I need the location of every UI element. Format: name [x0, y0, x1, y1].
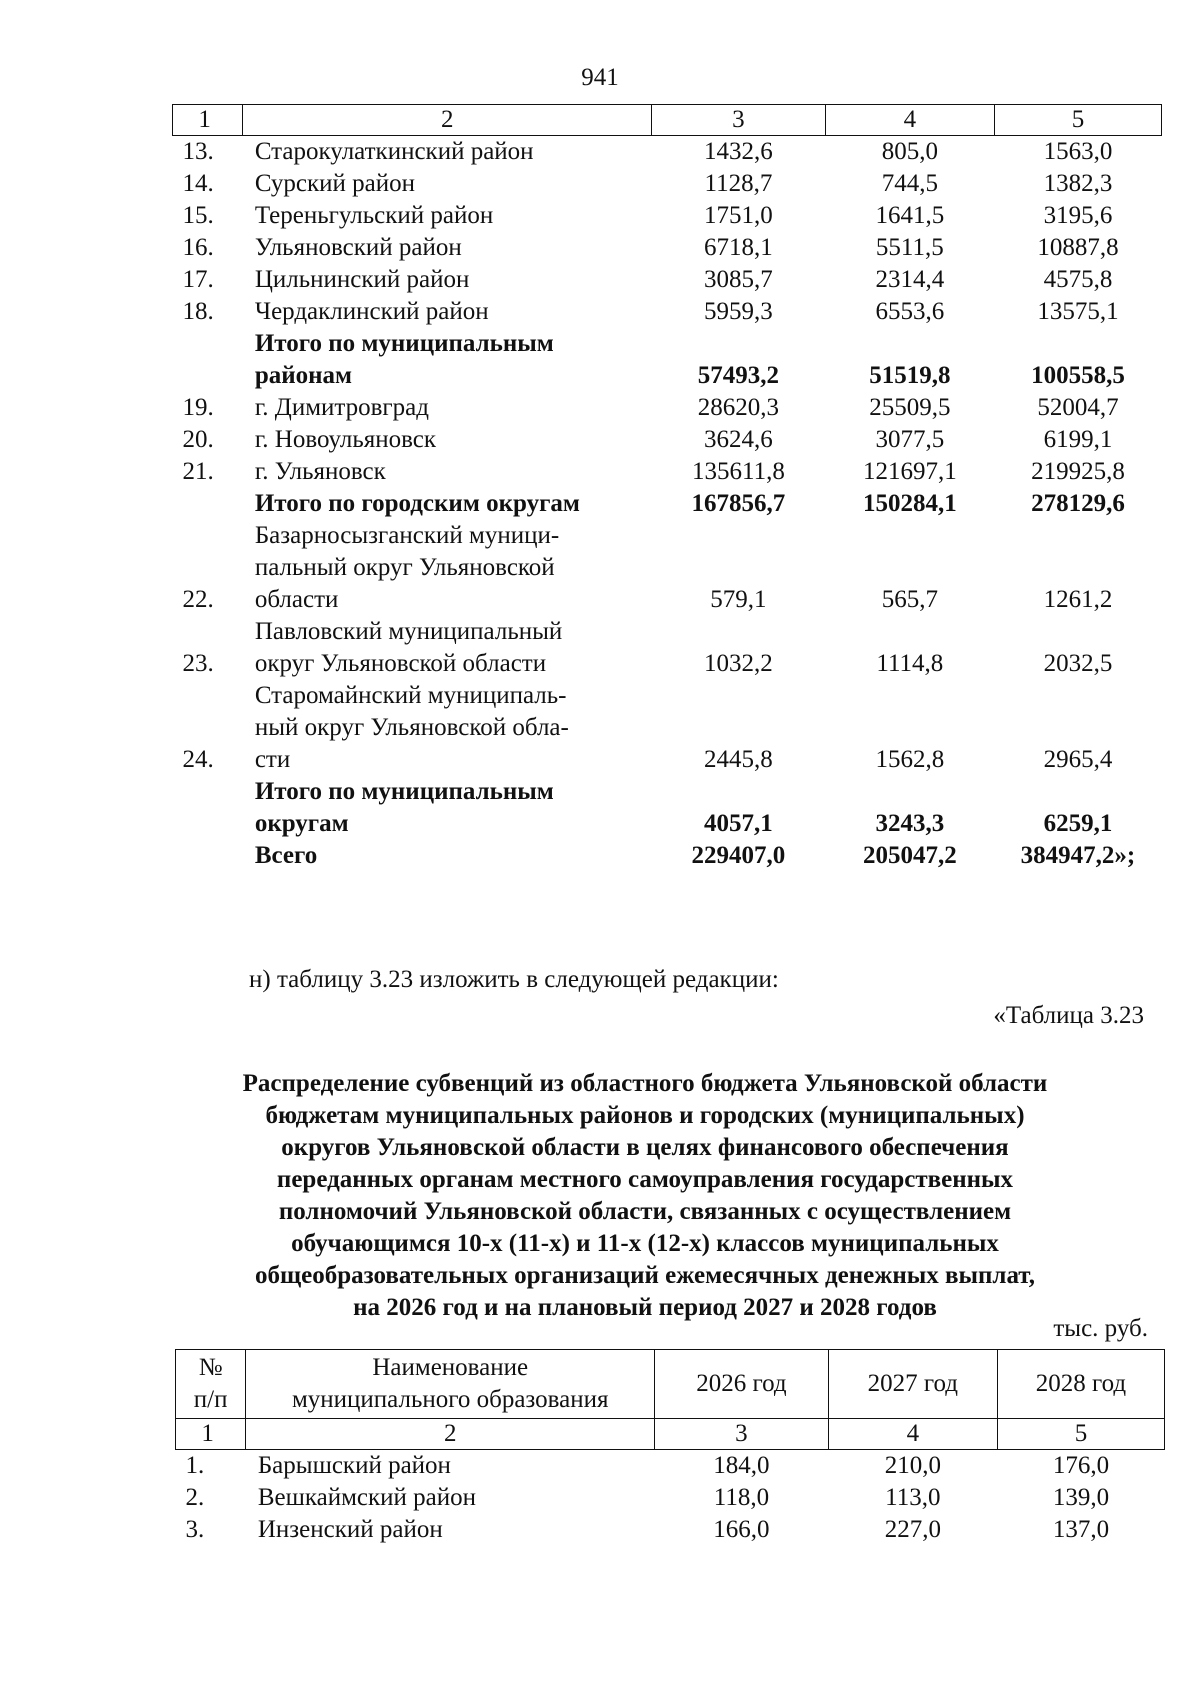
title-line: на 2026 год и на плановый период 2027 и 2028 годов — [353, 1294, 937, 1321]
col-index-2: 2 — [246, 1419, 655, 1450]
table-row — [173, 296, 1162, 328]
municipality-name — [243, 424, 652, 456]
value-col-3: 28620,3 — [697, 394, 780, 421]
name-line: г. Ульяновск — [254, 458, 386, 485]
value-col-3: 579,1 — [710, 586, 767, 613]
municipality-name — [243, 488, 652, 520]
municipality-name — [243, 616, 652, 680]
value-col-5: 139,0 — [1052, 1484, 1110, 1511]
title-line: обучающимся 10-х (11-х) и 11-х (12-х) классов муниципальных — [291, 1230, 999, 1257]
municipality-name — [246, 1514, 655, 1546]
name-line: Вешкаймский район — [257, 1484, 477, 1511]
value-col-3: 3085,7 — [704, 266, 773, 293]
name-line: области — [254, 586, 339, 613]
table-row — [176, 1482, 1165, 1514]
col-index-5: 5 — [997, 1419, 1164, 1450]
value-col-5: 1261,2 — [1043, 586, 1113, 613]
municipality-name — [243, 168, 652, 200]
name-line: г. Димитровград — [254, 394, 429, 421]
name-line: Павловский муниципальный — [254, 618, 563, 645]
name-line: Сурский район — [254, 170, 415, 197]
value-col-4: 1562,8 — [875, 746, 945, 773]
value-col-5: 176,0 — [1052, 1452, 1110, 1479]
value-col-3: 5959,3 — [704, 298, 773, 325]
row-number: 2. — [185, 1484, 205, 1511]
row-number: 19. — [182, 394, 214, 421]
name-line: Итого по городским округам — [254, 490, 580, 517]
municipality-name — [243, 296, 652, 328]
value-col-4: 3077,5 — [875, 426, 945, 453]
value-col-5: 384947,2»; — [1020, 842, 1136, 869]
value-col-3: 166,0 — [713, 1516, 770, 1543]
municipality-name — [243, 328, 652, 392]
subvention-table — [175, 1349, 1165, 1546]
col-index-1: 1 — [176, 1419, 246, 1450]
value-col-4: 210,0 — [884, 1452, 941, 1479]
value-col-5: 13575,1 — [1037, 298, 1119, 325]
table-row — [176, 1514, 1165, 1546]
header-number-line: п/п — [193, 1386, 228, 1413]
title-line: бюджетам муниципальных районов и городских (муниципальных) — [265, 1102, 1025, 1129]
municipality-name — [243, 680, 652, 776]
table-row — [173, 424, 1162, 456]
row-number: 24. — [182, 746, 214, 773]
value-col-4: 565,7 — [881, 586, 938, 613]
municipality-name — [243, 776, 652, 840]
col-index-2: 2 — [243, 105, 652, 136]
row-number: 18. — [182, 298, 214, 325]
value-col-4: 805,0 — [881, 138, 938, 165]
row-number: 1. — [185, 1452, 205, 1479]
header-name-line: муниципального образования — [291, 1386, 609, 1413]
name-line: Итого по муниципальным — [254, 330, 554, 357]
value-col-5: 6259,1 — [1043, 810, 1113, 837]
value-col-3: 167856,7 — [691, 490, 786, 517]
name-line: Инзенский район — [257, 1516, 443, 1543]
value-col-3: 57493,2 — [697, 362, 780, 389]
col-index-3: 3 — [652, 105, 826, 136]
value-col-4: 744,5 — [881, 170, 938, 197]
name-line: Старокулаткинский район — [254, 138, 534, 165]
row-number: 16. — [182, 234, 214, 261]
value-col-3: 4057,1 — [704, 810, 773, 837]
table-row — [173, 776, 1162, 840]
row-number: 14. — [182, 170, 214, 197]
allocation-table-continued — [172, 104, 1162, 872]
row-number: 3. — [185, 1516, 205, 1543]
name-line: Ульяновский район — [254, 234, 462, 261]
title-line: переданных органам местного самоуправления государственных — [276, 1166, 1014, 1193]
value-col-4: 2314,4 — [875, 266, 945, 293]
header-number — [176, 1350, 246, 1419]
name-line: сти — [254, 746, 291, 773]
value-col-4: 1641,5 — [875, 202, 945, 229]
table-row — [176, 1450, 1165, 1483]
table-row — [173, 456, 1162, 488]
value-col-5: 1563,0 — [1043, 138, 1113, 165]
value-col-3: 1751,0 — [704, 202, 773, 229]
value-col-4: 25509,5 — [869, 394, 951, 421]
col-index-4: 4 — [825, 105, 994, 136]
table-label: «Таблица 3.23 — [993, 1002, 1144, 1029]
table-row — [173, 488, 1162, 520]
header-number-line: № — [198, 1354, 223, 1381]
municipality-name — [243, 520, 652, 616]
municipality-name — [243, 136, 652, 169]
name-line: Барышский район — [257, 1452, 451, 1479]
value-col-5: 1382,3 — [1043, 170, 1113, 197]
column-index-row — [176, 1419, 1165, 1450]
unit-label: тыс. руб. — [1053, 1315, 1148, 1342]
value-col-4: 3243,3 — [875, 810, 945, 837]
title-line: общеобразовательных организаций ежемесячных денежных выплат, — [255, 1262, 1035, 1289]
value-col-5: 278129,6 — [1031, 490, 1125, 517]
row-number — [173, 840, 243, 872]
name-line: г. Новоульяновск — [254, 426, 437, 453]
name-line: Старомайнский муниципаль- — [254, 682, 567, 709]
value-col-5: 10887,8 — [1037, 234, 1119, 261]
value-col-5: 137,0 — [1052, 1516, 1110, 1543]
name-line: Тереньгульский район — [254, 202, 494, 229]
col-index-3: 3 — [655, 1419, 829, 1450]
name-line: ный округ Ульяновской обла- — [254, 714, 569, 741]
value-col-4: 205047,2 — [862, 842, 957, 869]
value-col-5: 3195,6 — [1043, 202, 1113, 229]
value-col-5: 2032,5 — [1043, 650, 1113, 677]
row-number — [173, 776, 243, 840]
table-row — [173, 680, 1162, 776]
table-row — [173, 840, 1162, 872]
title-line: полномочий Ульяновской области, связанных с осуществлением — [278, 1198, 1012, 1225]
name-line: пальный округ Ульяновской — [254, 554, 555, 581]
table-row — [173, 168, 1162, 200]
header-name — [246, 1350, 655, 1419]
table-row — [173, 264, 1162, 296]
municipality-name — [246, 1450, 655, 1483]
value-col-4: 1114,8 — [876, 650, 944, 677]
column-index-row — [173, 105, 1162, 136]
row-number: 23. — [182, 650, 214, 677]
page-number: 941 — [581, 64, 619, 91]
municipality-name — [243, 840, 652, 872]
name-line: Всего — [254, 842, 318, 869]
value-col-3: 118,0 — [713, 1484, 770, 1511]
table-row — [173, 200, 1162, 232]
value-col-3: 229407,0 — [691, 842, 786, 869]
table-row — [173, 520, 1162, 616]
value-col-5: 4575,8 — [1043, 266, 1113, 293]
name-line: районам — [254, 362, 353, 389]
name-line: Итого по муниципальным — [254, 778, 554, 805]
title-line: Распределение субвенций из областного бюджета Ульяновской области — [242, 1070, 1048, 1097]
row-number: 20. — [182, 426, 214, 453]
table-title — [150, 1068, 1140, 1324]
name-line: округ Ульяновской области — [254, 650, 547, 677]
name-line: Цильнинский район — [254, 266, 470, 293]
value-col-4: 150284,1 — [862, 490, 957, 517]
name-line: округам — [254, 810, 349, 837]
value-col-5: 6199,1 — [1043, 426, 1113, 453]
value-col-5: 219925,8 — [1031, 458, 1125, 485]
value-col-5: 100558,5 — [1031, 362, 1125, 389]
value-col-3: 184,0 — [713, 1452, 770, 1479]
table-header-row — [176, 1350, 1165, 1419]
municipality-name — [243, 456, 652, 488]
name-line: Чердаклинский район — [254, 298, 489, 325]
row-number: 22. — [182, 586, 214, 613]
table-row — [173, 392, 1162, 424]
municipality-name — [246, 1482, 655, 1514]
row-number: 21. — [182, 458, 214, 485]
municipality-name — [243, 200, 652, 232]
table-row — [173, 232, 1162, 264]
row-number — [173, 328, 243, 392]
header-year-2026: 2026 год — [655, 1350, 829, 1419]
header-year-2027: 2027 год — [828, 1350, 997, 1419]
value-col-4: 113,0 — [885, 1484, 941, 1511]
row-number: 17. — [182, 266, 214, 293]
value-col-4: 227,0 — [884, 1516, 941, 1543]
amendment-instruction: н) таблицу 3.23 изложить в следующей редакции: — [249, 966, 779, 993]
value-col-4: 6553,6 — [875, 298, 945, 325]
value-col-4: 51519,8 — [869, 362, 951, 389]
header-name-line: Наименование — [372, 1354, 529, 1381]
col-index-1: 1 — [173, 105, 243, 136]
value-col-4: 5511,5 — [875, 234, 944, 261]
value-col-3: 1128,7 — [704, 170, 773, 197]
value-col-3: 1032,2 — [704, 650, 773, 677]
value-col-3: 2445,8 — [704, 746, 773, 773]
name-line: Базарносызганский муници- — [254, 522, 560, 549]
title-line: округов Ульяновской области в целях финансового обеспечения — [281, 1134, 1009, 1161]
col-index-5: 5 — [994, 105, 1161, 136]
table-row — [173, 616, 1162, 680]
value-col-5: 2965,4 — [1043, 746, 1113, 773]
value-col-4: 121697,1 — [862, 458, 957, 485]
row-number: 13. — [182, 138, 214, 165]
row-number: 15. — [182, 202, 214, 229]
value-col-3: 6718,1 — [704, 234, 773, 261]
municipality-name — [243, 264, 652, 296]
municipality-name — [243, 232, 652, 264]
table-row — [173, 328, 1162, 392]
municipality-name — [243, 392, 652, 424]
row-number — [173, 488, 243, 520]
value-col-3: 135611,8 — [692, 458, 785, 485]
value-col-3: 3624,6 — [704, 426, 773, 453]
value-col-3: 1432,6 — [704, 138, 773, 165]
table-row — [173, 136, 1162, 169]
value-col-5: 52004,7 — [1037, 394, 1119, 421]
header-year-2028: 2028 год — [997, 1350, 1164, 1419]
col-index-4: 4 — [828, 1419, 997, 1450]
